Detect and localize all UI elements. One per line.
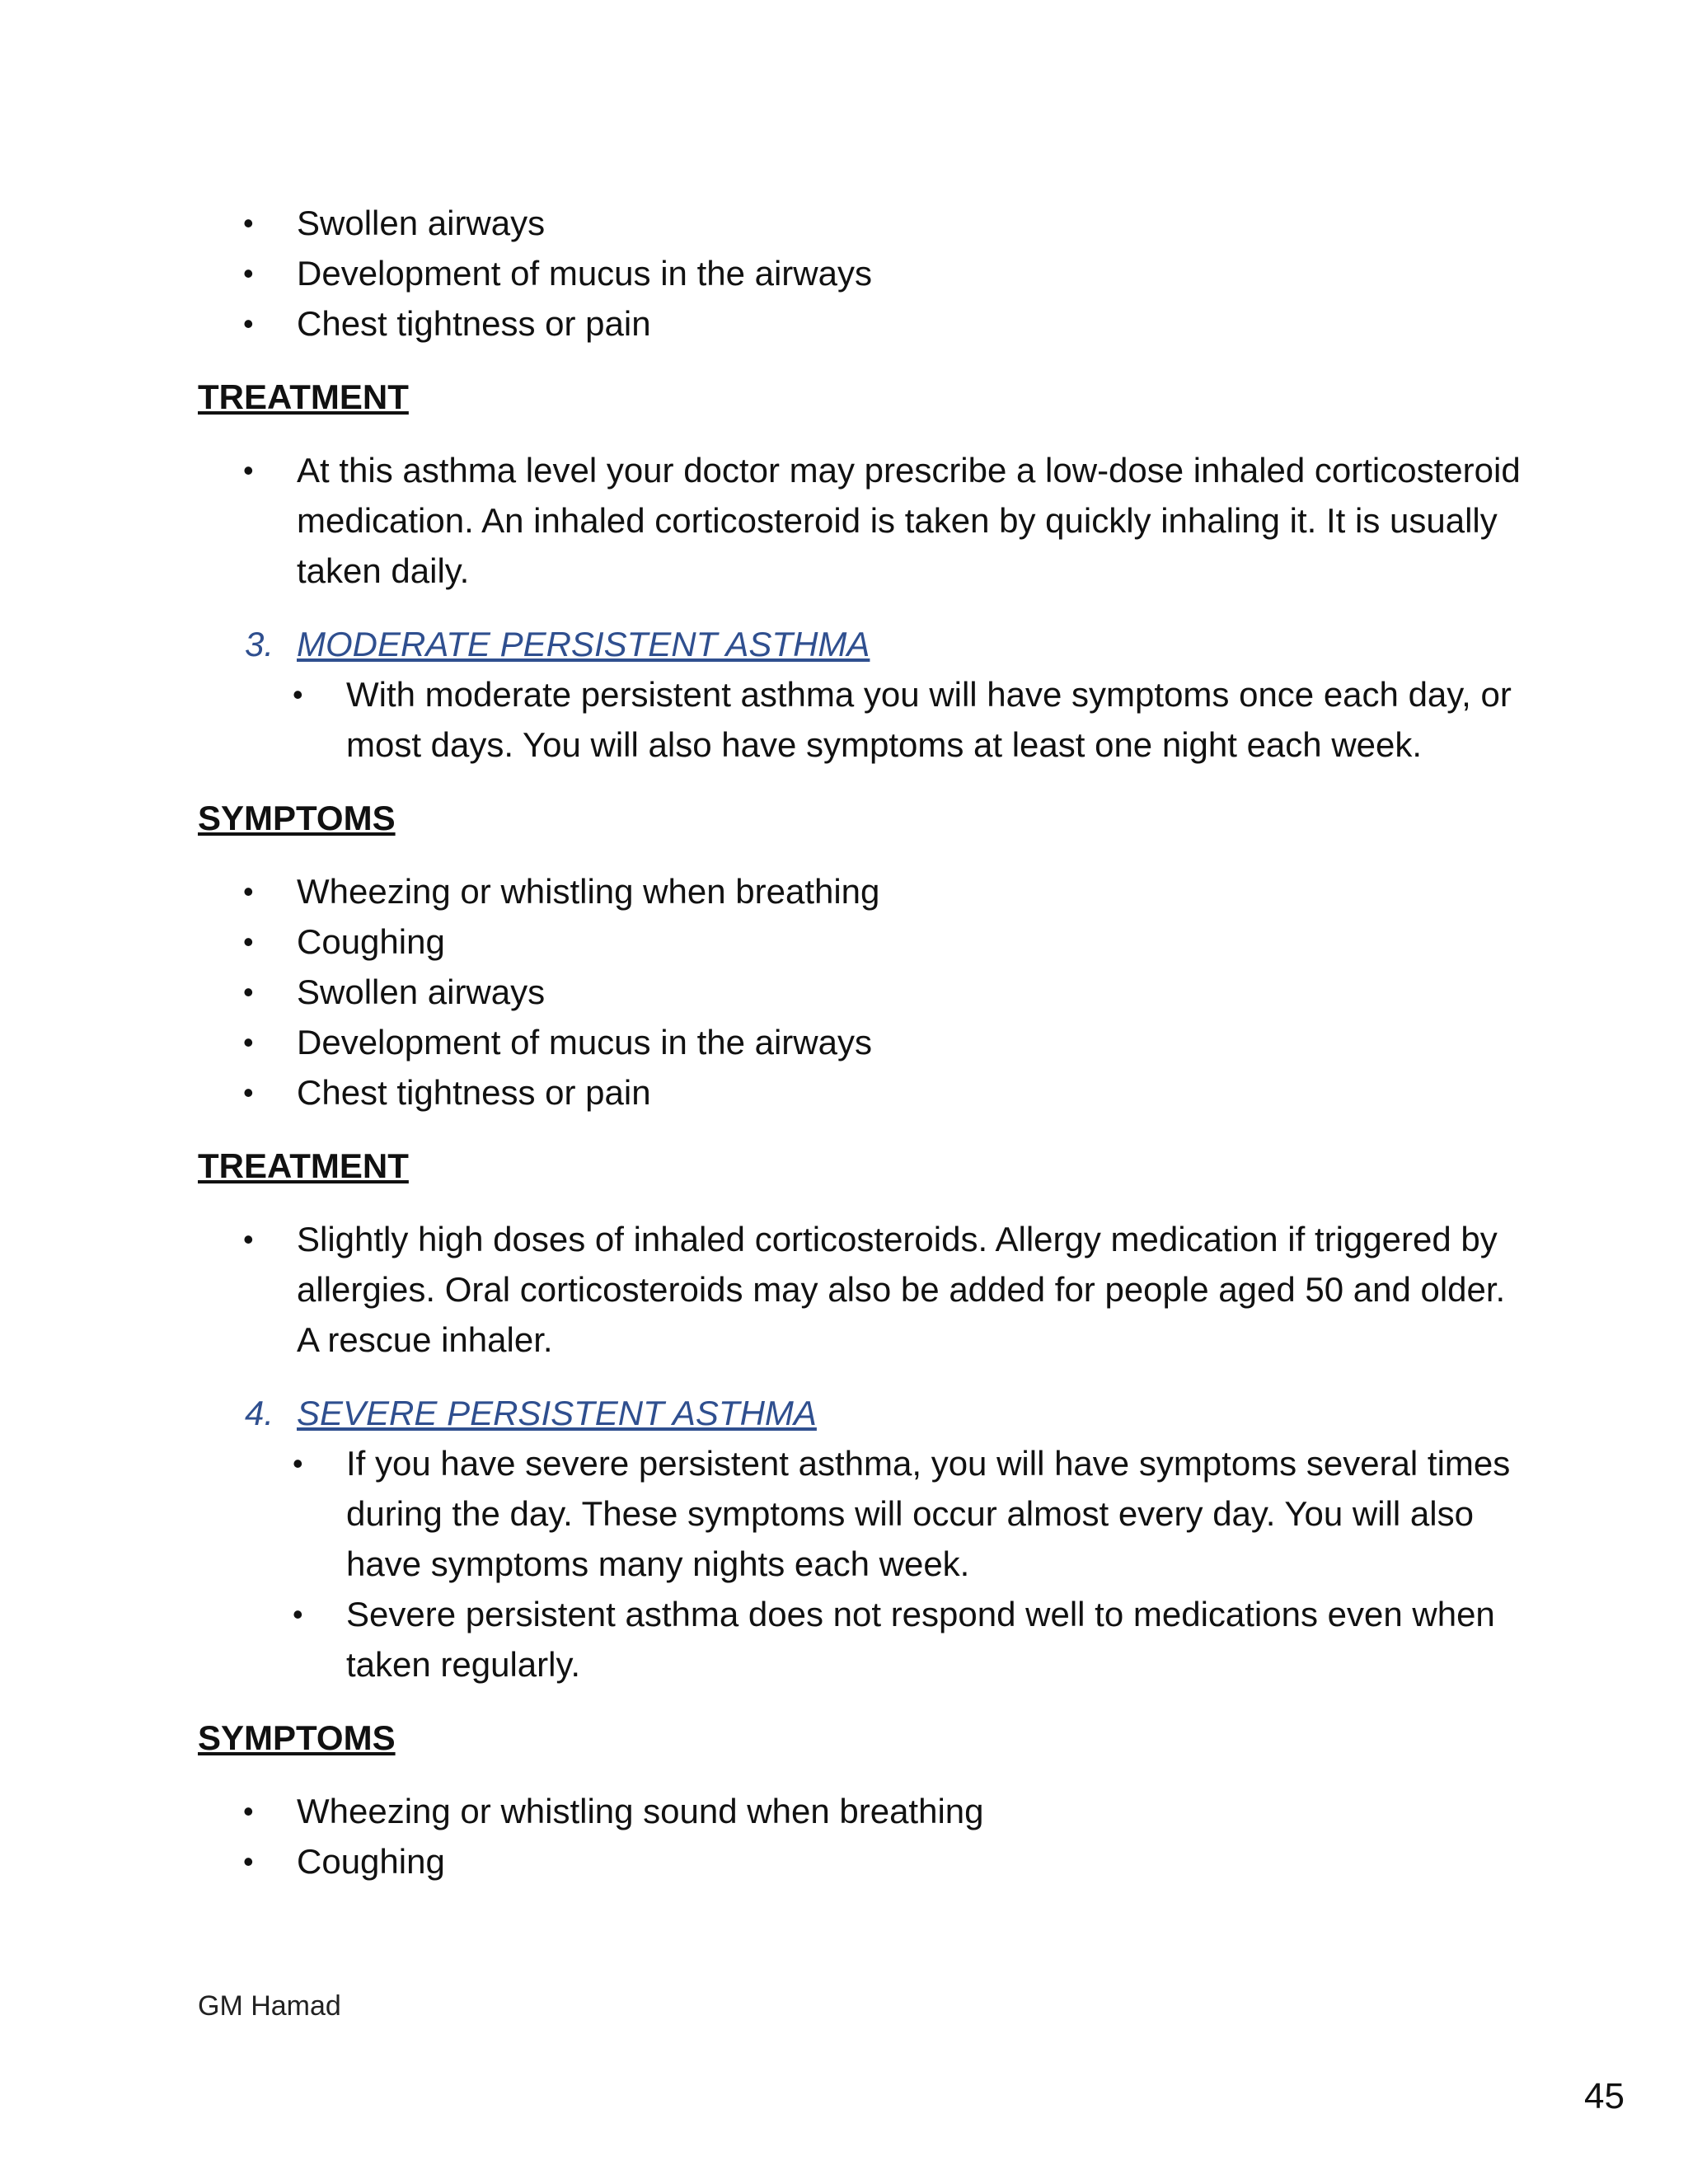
list-item: • Slightly high doses of inhaled corticosteroids. Allergy medication if triggered by allergies. Oral corticosteroids may also be added for people aged 50 and older. A rescue inhaler. [198,1214,1533,1365]
section-number: 4. [245,1394,274,1432]
intro-symptom-list [198,198,1533,349]
section-title-moderate-persistent-asthma [198,619,1533,669]
section-heading-treatment: TREATMENT [198,377,409,416]
section-heading-treatment: TREATMENT [198,1146,409,1185]
list-item: • Chest tightness or pain [198,298,1533,349]
moderate-treatment-list [198,1214,1533,1365]
list-item: • Development of mucus in the airways [198,1017,1533,1067]
section-title: SEVERE PERSISTENT ASTHMA [297,1394,817,1432]
section-heading-symptoms: SYMPTOMS [198,1718,396,1757]
section-heading-symptoms: SYMPTOMS [198,799,396,837]
list-item: • Wheezing or whistling sound when breathing [198,1786,1533,1836]
list-item: • Wheezing or whistling when breathing [198,866,1533,916]
list-item: • Swollen airways [198,967,1533,1017]
list-item: • At this asthma level your doctor may prescribe a low-dose inhaled corticosteroid medication. An inhaled corticosteroid is taken by quickly inhaling it. It is usually taken daily. [198,445,1533,596]
severe-description-list [198,1438,1533,1690]
treatment-list [198,445,1533,596]
page-content [198,198,1533,1886]
page-number: 45 [1584,2076,1625,2116]
moderate-description-list [198,669,1533,770]
section-title: MODERATE PERSISTENT ASTHMA [297,625,870,663]
list-item: • Severe persistent asthma does not respond well to medications even when taken regularly. [198,1589,1533,1690]
list-item: • Swollen airways [198,198,1533,248]
list-item: • Development of mucus in the airways [198,248,1533,298]
list-item: • Chest tightness or pain [198,1067,1533,1118]
severe-symptom-list [198,1786,1533,1886]
list-item: • If you have severe persistent asthma, you will have symptoms several times during the day. These symptoms will occur almost every day. You will also have symptoms many nights each week. [198,1438,1533,1589]
list-item: • Coughing [198,916,1533,967]
moderate-symptom-list [198,866,1533,1118]
footer-author: GM Hamad [198,1990,341,2022]
list-item: • Coughing [198,1836,1533,1886]
list-item: • With moderate persistent asthma you will have symptoms once each day, or most days. You will also have symptoms at least one night each week. [198,669,1533,770]
section-number: 3. [245,625,274,663]
section-title-severe-persistent-asthma [198,1388,1533,1438]
